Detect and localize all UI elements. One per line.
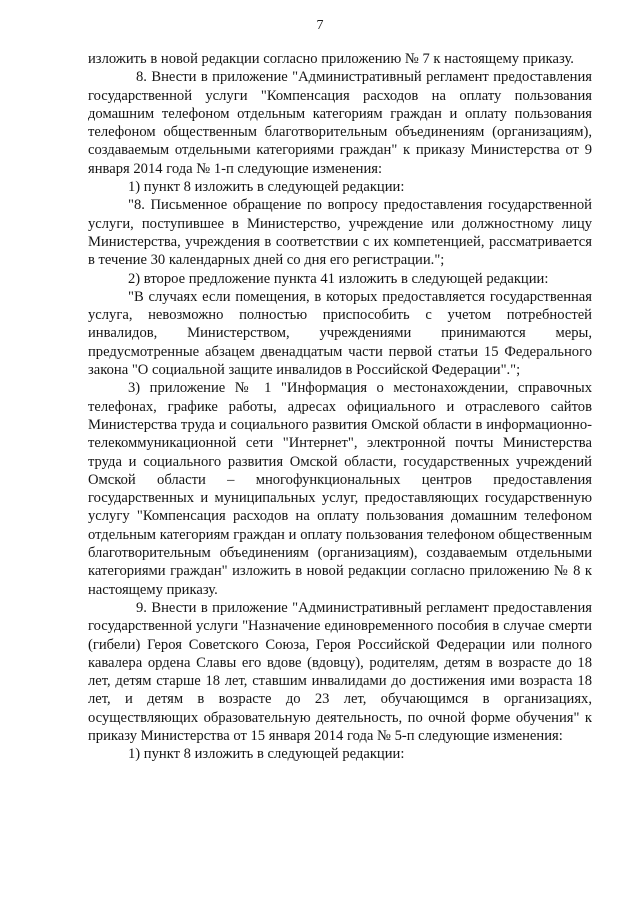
paragraph-quote-point-8: "8. Письменное обращение по вопросу предоставления государственной услуги, поступившее в Министерство, учреждение или должностному лицу Министерства, учреждения в соответствии с их компетенцией, рассматривается в течение 30 календарных дней со дня его регистрации."; [88, 197, 592, 269]
paragraph-subitem-8-2: 2) второе предложение пункта 41 изложить в следующей редакции: [128, 270, 549, 287]
document-body [88, 50, 592, 764]
paragraph-item-9: 9. Внести в приложение "Административный регламент предоставления государственной услуги "Назначение единовременного пособия в случае смерти (гибели) Героя Советского Союза, Героя Российской Федерации или полного кавалера ордена Славы его вдове (вдовцу), родителям, детям в возрасте до 18 лет, детям старше 18 лет, ставшим инвалидами до достижения ими возраста 18 лет, и детям в возрасте до 23 лет, обучающимся в организациях, осуществляющих образовательную деятельность, по очной форме обучения" к приказу Министерства от 15 января 2014 года № 5-п следующие изменения: [88, 599, 592, 744]
paragraph-item-8: 8. Внести в приложение "Административный регламент предоставления государственной услуги "Компенсация расходов на оплату пользования домашним телефоном отдельным категориям граждан и оплату пользования телефоном общественным благотворительным объединениям (организациям), создаваемым отдельными категориями граждан" к приказу Министерства от 9 января 2014 года № 1-п следующие изменения: [88, 69, 592, 177]
paragraph-continuation: изложить в новой редакции согласно приложению № 7 к настоящему приказу. [88, 51, 574, 67]
paragraph-subitem-8-3: 3) приложение № 1 "Информация о местонахождении, справочных телефонах, графике работы, адресах официального и отраслевого сайтов Министерства труда и социального развития Омской области в информационно-телекоммуникационной сети "Интернет", электронной почты Министерства труда и социального развития Омской области, государственных учреждений Омской области – многофункциональных центров предоставления государственных и муниципальных услуг, предоставляющих государственную услугу "Компенсация расходов на оплату пользования домашним телефоном отдельным категориям граждан и оплату пользования телефоном общественным благотворительным объединениям (организациям), создаваемым отдельными категориями граждан" изложить в новой редакции согласно приложению № 8 к настоящему приказу. [88, 380, 592, 598]
page-number: 7 [316, 18, 324, 33]
paragraph-subitem-8-1: 1) пункт 8 изложить в следующей редакции: [128, 179, 405, 196]
paragraph-subitem-9-1: 1) пункт 8 изложить в следующей редакции: [128, 746, 405, 763]
paragraph-quote-point-41: "В случаях если помещения, в которых предоставляется государственная услуга, невозможно полностью приспособить с учетом потребностей инвалидов, Министерством, учреждениями принимаются меры, предусмотренные абзацем двенадцатым части первой статьи 15 Федерального закона "О социальной защите инвалидов в Российской Федерации"."; [88, 288, 592, 379]
